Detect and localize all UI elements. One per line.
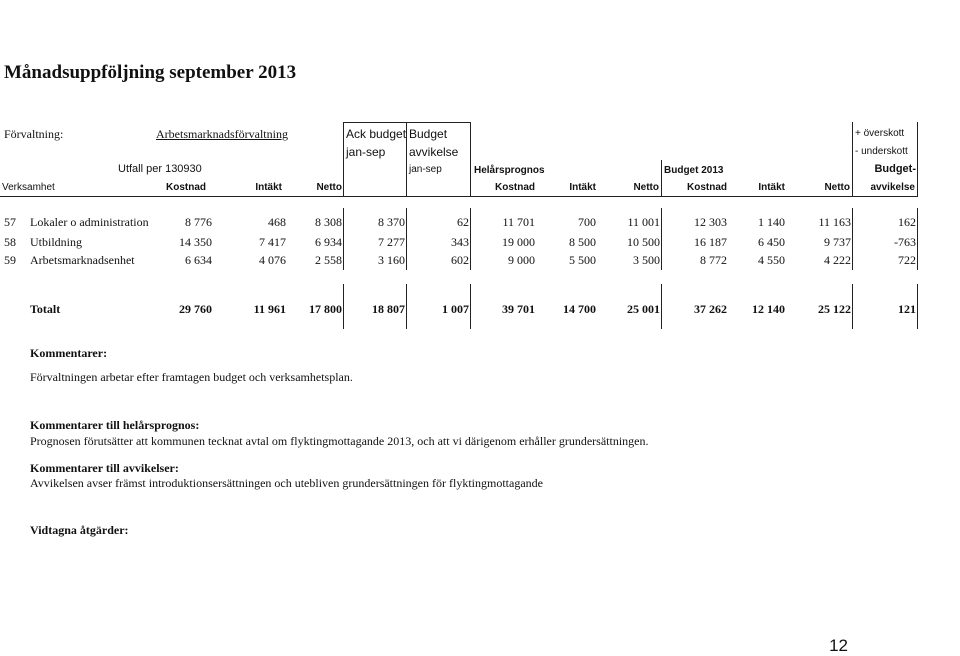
atgarder-heading: Vidtagna åtgärder:	[30, 523, 129, 537]
table-cell-b-i: 4 550	[758, 253, 785, 267]
table-cell-b-n: 4 222	[824, 253, 851, 267]
page-number: 12	[829, 636, 848, 655]
total-utfall-kostnad: 29 760	[179, 302, 212, 316]
total-budget-kostnad: 37 262	[694, 302, 727, 316]
col-divider-netto-rows	[343, 208, 344, 270]
total-hp-netto: 25 001	[627, 302, 660, 316]
budget-avvikelse-right: Budget-	[874, 163, 916, 175]
table-cell-ack: 8 370	[378, 215, 405, 229]
row-verksamhet-name: Arbetsmarknadsenhet	[30, 253, 135, 267]
ack-budget-period: jan-sep	[346, 145, 386, 159]
col-divider-hp-total	[661, 284, 662, 329]
budget-kostnad-header: Kostnad	[687, 182, 727, 193]
table-cell-hp-k: 19 000	[502, 235, 535, 249]
col-divider-budget	[852, 122, 853, 196]
total-label: Totalt	[30, 302, 61, 316]
table-cell-utf-n: 6 934	[315, 235, 342, 249]
table-cell-b-avv: 722	[898, 253, 916, 267]
row-number: 57	[4, 215, 16, 229]
row-verksamhet-name: Lokaler o administration	[30, 215, 149, 229]
col-divider-ack-rows	[406, 208, 407, 270]
table-cell-utf-n: 8 308	[315, 215, 342, 229]
col-divider-ack	[406, 122, 407, 196]
table-cell-hp-i: 8 500	[569, 235, 596, 249]
table-cell-utf-k: 14 350	[179, 235, 212, 249]
prognos-comments-heading: Kommentarer till helårsprognos:	[30, 418, 200, 432]
table-cell-b-avv: -763	[894, 235, 916, 249]
table-cell-hp-n: 3 500	[633, 253, 660, 267]
table-cell-b-i: 6 450	[758, 235, 785, 249]
overskott-legend: + överskott	[855, 128, 905, 139]
col-divider-right-total	[917, 284, 918, 329]
col-divider-hp-rows	[661, 208, 662, 270]
underskott-legend: - underskott	[855, 146, 908, 157]
table-cell-hp-n: 10 500	[627, 235, 660, 249]
total-utfall-intakt: 11 961	[253, 302, 286, 316]
total-budget-netto: 25 122	[818, 302, 851, 316]
table-cell-b-avv: 162	[898, 215, 916, 229]
budget2013-label: Budget 2013	[664, 165, 724, 176]
table-cell-hp-n: 11 001	[627, 215, 660, 229]
table-cell-utf-n: 2 558	[315, 253, 342, 267]
col-divider-budget-rows	[852, 208, 853, 270]
total-utfall-netto: 17 800	[309, 302, 342, 316]
table-cell-hp-i: 5 500	[569, 253, 596, 267]
table-cell-utf-k: 8 776	[185, 215, 212, 229]
header-divider	[0, 196, 918, 197]
helarsprognos-label: Helårsprognos	[474, 165, 545, 176]
table-cell-avv: 62	[457, 215, 469, 229]
utfall-netto-header: Netto	[316, 182, 342, 193]
total-ack-budget: 18 807	[372, 302, 405, 316]
table-cell-avv: 602	[451, 253, 469, 267]
table-cell-b-n: 9 737	[824, 235, 851, 249]
col-divider-ack-total	[406, 284, 407, 329]
budget-avvikelse-header: Budget	[409, 127, 448, 141]
utfall-intakt-header: Intäkt	[255, 182, 282, 193]
hp-intakt-header: Intäkt	[569, 182, 596, 193]
page-title: Månadsuppföljning september 2013	[4, 62, 297, 83]
ack-budget-header: Ack budget	[346, 127, 407, 141]
col-divider-hp	[661, 160, 662, 196]
col-divider-netto	[343, 122, 344, 196]
hp-kostnad-header: Kostnad	[495, 182, 535, 193]
utfall-label: Utfall per 130930	[118, 163, 202, 175]
table-cell-utf-i: 4 076	[259, 253, 286, 267]
header-underline-ack	[343, 122, 471, 123]
avvikelser-comments-heading: Kommentarer till avvikelser:	[30, 461, 179, 475]
hp-netto-header: Netto	[633, 182, 659, 193]
budget-avvikelse-right-2: avvikelse	[870, 182, 915, 193]
col-divider-right	[917, 122, 918, 196]
avvikelser-comments-text: Avvikelsen avser främst introduktionsersättningen och utebliven grundersättningen för flyktingmottagande	[30, 476, 543, 490]
table-cell-ack: 7 277	[378, 235, 405, 249]
table-cell-utf-i: 468	[268, 215, 286, 229]
budget-netto-header: Netto	[824, 182, 850, 193]
table-cell-hp-i: 700	[578, 215, 596, 229]
utfall-kostnad-header: Kostnad	[166, 182, 206, 193]
col-divider-budget-total	[852, 284, 853, 329]
row-verksamhet-name: Utbildning	[30, 235, 83, 249]
row-number: 58	[4, 235, 16, 249]
budget-intakt-header: Intäkt	[758, 182, 785, 193]
table-cell-utf-i: 7 417	[259, 235, 286, 249]
budget-avvikelse-header-2: avvikelse	[409, 145, 459, 159]
prognos-comments-text: Prognosen förutsätter att kommunen tecknat avtal om flyktingmottagande 2013, och att vi därigenom erhåller grundersättningen.	[30, 434, 649, 448]
col-divider-netto-total	[343, 284, 344, 329]
table-cell-b-k: 16 187	[694, 235, 727, 249]
table-cell-avv: 343	[451, 235, 469, 249]
forvaltning-name: Arbetsmarknadsförvaltning	[156, 127, 288, 141]
table-cell-hp-k: 9 000	[508, 253, 535, 267]
total-hp-kostnad: 39 701	[502, 302, 535, 316]
table-cell-b-k: 12 303	[694, 215, 727, 229]
verksamhet-header: Verksamhet	[2, 182, 55, 193]
total-hp-intakt: 14 700	[563, 302, 596, 316]
table-cell-b-i: 1 140	[758, 215, 785, 229]
table-cell-b-n: 11 163	[818, 215, 851, 229]
budget-avvikelse-period: jan-sep	[409, 164, 442, 175]
col-divider-right-rows	[917, 208, 918, 270]
total-budget-avvikelse-right: 121	[898, 302, 916, 316]
table-cell-ack: 3 160	[378, 253, 405, 267]
total-budget-avvikelse: 1 007	[442, 302, 469, 316]
comments-text: Förvaltningen arbetar efter framtagen budget och verksamhetsplan.	[30, 370, 353, 384]
table-cell-hp-k: 11 701	[502, 215, 535, 229]
comments-heading: Kommentarer:	[30, 346, 108, 360]
total-budget-intakt: 12 140	[752, 302, 785, 316]
table-cell-utf-k: 6 634	[185, 253, 212, 267]
table-cell-b-k: 8 772	[700, 253, 727, 267]
row-number: 59	[4, 253, 16, 267]
forvaltning-label: Förvaltning:	[4, 127, 64, 141]
